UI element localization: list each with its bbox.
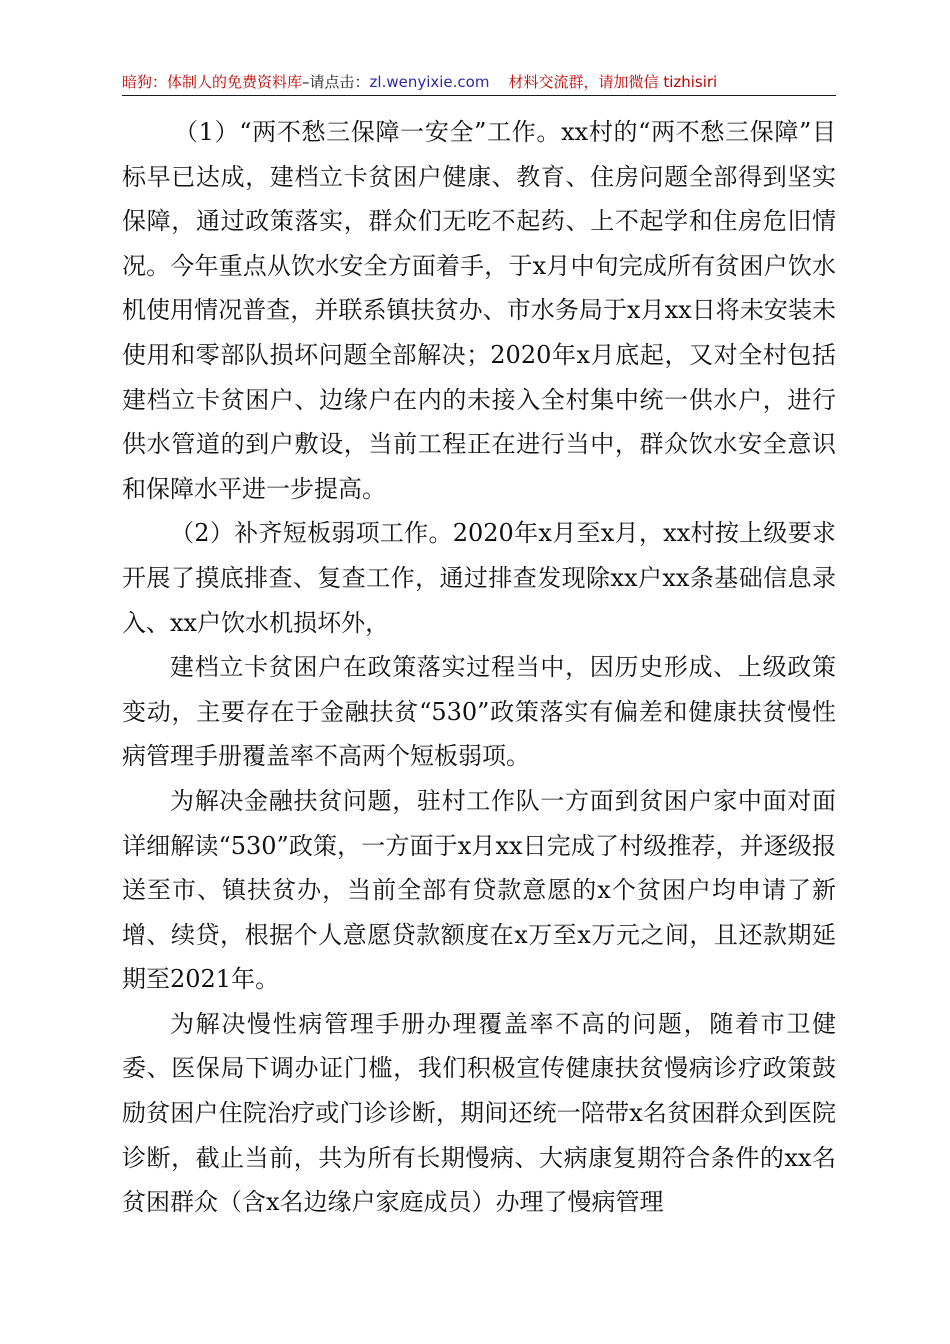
header-divider [122,95,836,96]
header-group-text: 材料交流群，请加微信 tizhisiri [508,73,718,91]
paragraph-5: 为解决慢性病管理手册办理覆盖率不高的问题，随着市卫健委、医保局下调办证门槛，我们积极宣传健康扶贫慢病诊疗政策鼓励贫困户住院治疗或门诊诊断，期间还统一陪带x名贫困群众到医院诊断，截止当前，共为所有长期慢病、大病康复期符合条件的xx名贫困群众（含x名边缘户家庭成员）办理了慢病管理 [122,1009,836,1217]
header-site-name: 暗狗：体制人的免费资料库 [122,73,303,91]
page-header [122,70,836,94]
paragraph-3: 建档立卡贫困户在政策落实过程当中，因历史形成、上级政策变动，主要存在于金融扶贫“530”政策落实有偏差和健康扶贫慢性病管理手册覆盖率不高两个短板弱项。 [122,653,836,771]
paragraph-2: （2）补齐短板弱项工作。2020年x月至x月，xx村按上级要求开展了摸底排查、复查工作，通过排查发现除xx户xx条基础信息录入、xx户饮水机损坏外， [122,519,836,637]
header-click-prompt: –请点击： [302,73,370,91]
header-url-link[interactable]: zl.wenyixie.com [369,73,490,91]
paragraph-4: 为解决金融扶贫问题，驻村工作队一方面到贫困户家中面对面详细解读“530”政策，一方面于x月xx日完成了村级推荐，并逐级报送至市、镇扶贫办，当前全部有贷款意愿的x个贫困户均申请了新增、续贷，根据个人意愿贷款额度在x万至x万元之间，且还款期延期至2021年。 [122,786,836,994]
document-body [122,110,836,1225]
paragraph-1: （1）“两不愁三保障一安全”工作。xx村的“两不愁三保障”目标早已达成，建档立卡贫困户健康、教育、住房问题全部得到坚实保障，通过政策落实，群众们无吃不起药、上不起学和住房危旧情况。今年重点从饮水安全方面着手，于x月中旬完成所有贫困户饮水机使用情况普查，并联系镇扶贫办、市水务局于x月xx日将未安装未使用和零部队损坏问题全部解决；2020年x月底起，又对全村包括建档立卡贫困户、边缘户在内的未接入全村集中统一供水户，进行供水管道的到户敷设，当前工程正在进行当中，群众饮水安全意识和保障水平进一步提高。 [122,118,836,503]
